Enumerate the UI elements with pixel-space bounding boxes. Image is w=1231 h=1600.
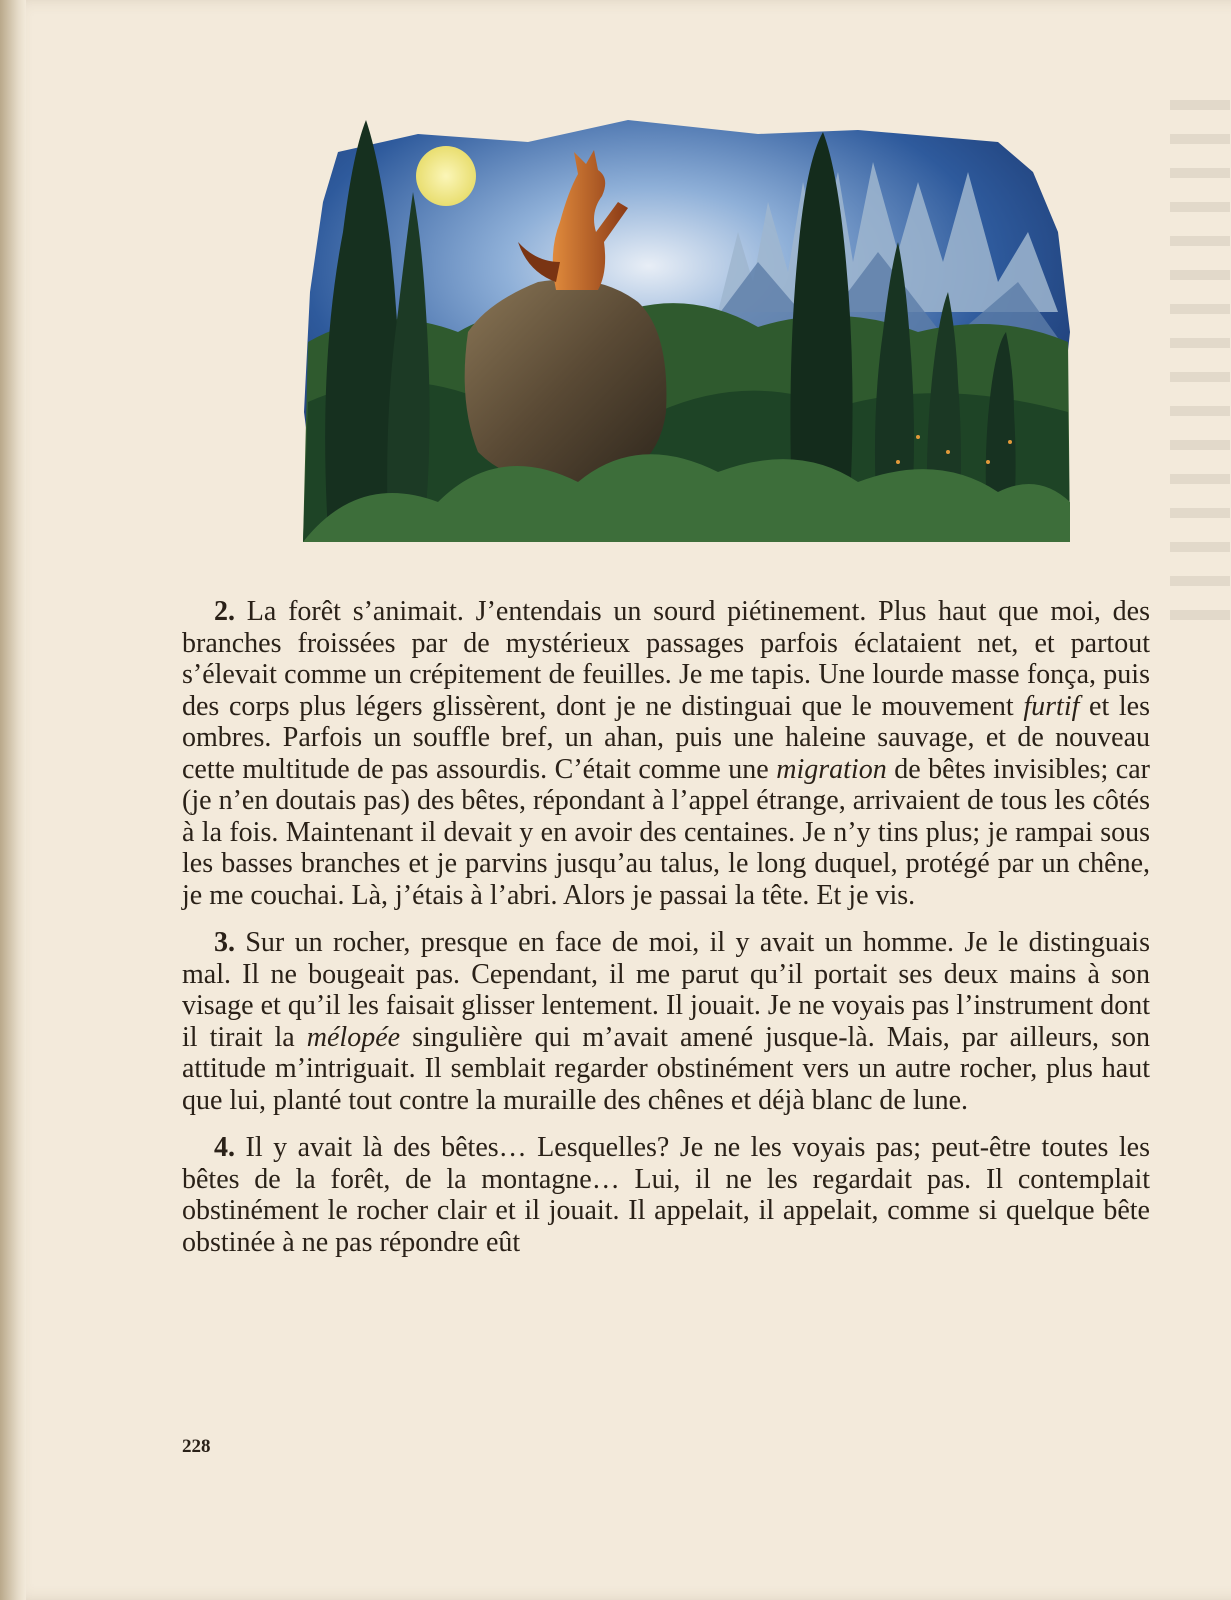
rock [465,280,667,486]
paragraph-text: et les ombres. Parfois un souffle bref, un ahan, puis une haleine sauvage, et de nouveau cette multitude de pas assourdis. C’était comme une [182,690,1151,785]
italic-word: furtif [1023,690,1080,722]
paragraph-text: singulière qui m’avait amené jusque-là. Mais, par ailleurs, son attitude m’intriguait. Il semblait regarder obstinément vers un autre rocher, plus haut que lui, planté tout contre la muraille des chênes et déjà blanc de lune. [182,1021,1150,1116]
italic-word: migration [776,753,887,785]
paragraph-number: 2. [214,596,235,627]
paragraph-text: Il y avait là des bêtes… Lesquelles? Je ne les voyais pas; peut-être toutes les bêtes de la forêt, de la montagne… Lui, il ne les regardait pas. Il contemplait obstinément le rocher clair et il jouait. Il appelait, il appelait, comme si quelque bête obstinée à ne pas répondre eût [182,1132,1150,1258]
story-text [182,596,1150,1274]
paragraph-3 [182,927,1150,1116]
italic-word: mélopée [306,1021,401,1053]
paragraph-text: Sur un rocher, presque en face de moi, il y avait un homme. Je le distinguais mal. Il ne bougeait pas. Cependant, il me parut qu’il portait ses deux mains à son visage et qu’il les faisait glisser lentement. Il jouait. Je ne voyais pas l’instrument dont il tirait la [182,927,1150,1053]
paragraph-4 [182,1132,1150,1258]
paragraph-number: 4. [214,1132,235,1163]
paragraph-2 [182,596,1150,911]
illustration-fox-howling-at-moon [298,112,1072,542]
paragraph-number: 3. [214,927,235,958]
page-number: 228 [182,1436,211,1457]
paragraph-text: La forêt s’animait. J’entendais un sourd piétinement. Plus haut que moi, des branches froissées par de mystérieux passages parfois éclataient net, et partout s’élevait comme un crépitement de feuilles. Je me tapis. Une lourde masse fonça, puis des corps plus légers glissèrent, dont je ne distinguai que le mouvement [182,596,1150,722]
show-through-text [1170,100,1230,620]
paragraph-text: de bêtes invisibles; car (je n’en doutais pas) des bêtes, répondant à l’appel étrange, arrivaient de tous les côtés à la fois. Maintenant il devait y en avoir des centaines. Je n’y tins plus; je rampai sous les basses branches et je parvins jusqu’au talus, le long duquel, protégé par un chêne, je me couchai. Là, j’étais à l’abri. Alors je passai la tête. Et je vis. [182,753,1150,911]
page-binding-edge [0,0,26,1600]
moon [416,146,476,206]
